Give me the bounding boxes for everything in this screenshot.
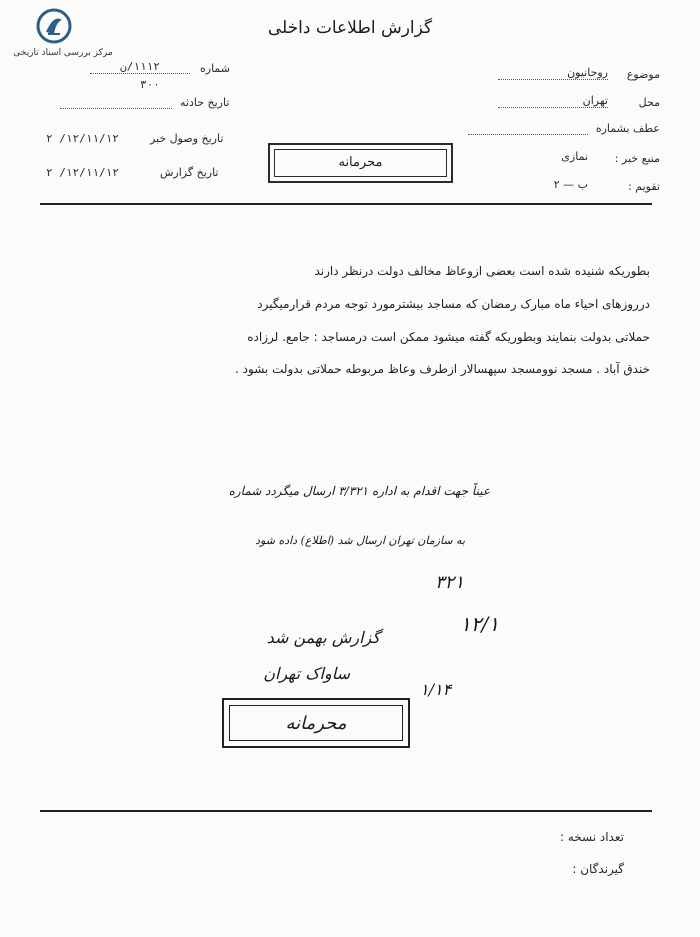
confidential-stamp-bottom [222,698,410,748]
number-value: ۱۱۱۲/ن [90,60,190,74]
number-sub: ۳۰۰ [140,78,160,91]
body-line-3: حملاتی بدولت بنمایند وبطوریکه گفته میشود ممکن است درمساجد : جامع. لرزاده [247,330,650,344]
subject-value: روحانیون [498,66,608,80]
subject-label: موضوع [626,68,660,81]
report-date-label: تاریخ گزارش [160,166,219,179]
recipients-label: گیرندگان : [572,862,624,876]
page-title: گزارش اطلاعات داخلی [267,18,433,38]
logo-text: مرکز بررسی اسناد تاریخی [13,48,113,58]
body-line-1: بطوریکه شنیده شده است بعضی ازوعاظ مخالف دولت درنظر دارند [314,264,650,278]
evaluation-value: ب — ۲ [553,178,588,191]
incident-date-label: تاریخ حادثه [180,96,230,109]
archive-logo [8,8,118,66]
handwritten-date-2: ۱/۱۴ [420,680,452,699]
copies-label: تعداد نسخه : [559,830,624,844]
stamp-top-text: محرمانه [338,155,383,170]
header-divider [40,203,652,205]
report-date-value: ۱۲/۱۱/۱۲/ ۲ [46,166,119,179]
receipt-date-label: تاریخ وصول خبر [150,132,224,145]
handwritten-number: ۳۲۱ [435,572,465,593]
place-label: محل [638,96,660,109]
source-value: نمازی [561,150,588,163]
evaluation-label: تقویم : [628,180,660,193]
referral-note: عیناً جهت اقدام به اداره ۳/۳۲۱ ارسال میگردد شماره [228,484,490,498]
place-value: تهران [498,94,608,108]
incident-date-line [60,108,172,109]
attachment-line [468,134,588,135]
handwritten-note-1: به سازمان تهران ارسال شد (اطلاع) داده شود [255,534,465,547]
archive-emblem-icon [36,8,72,44]
body-line-4: خندق آباد . مسجد نوومسجد سپهسالار ازطرف وعاظ مربوطه حملاتی بدولت بشود . [235,362,650,376]
attachment-label: عطف بشماره [595,122,660,135]
stamp-bottom-text: محرمانه [285,713,347,734]
number-label: شماره [200,62,231,75]
handwritten-note-2: گزارش بهمن شد [266,628,380,647]
footer-divider [40,810,652,812]
body-line-2: درروزهای احیاء ماه مبارک رمضان که مساجد بیشترمورد توجه مردم قرارمیگیرد [257,297,650,311]
handwritten-date-1: ۱۲/۱ [460,612,499,636]
source-label: منبع خبر : [614,152,660,165]
confidential-stamp-top [268,143,453,183]
handwritten-note-3: ساواک تهران [263,664,350,683]
receipt-date-value: ۱۲/۱۱/۱۲/ ۲ [46,132,119,145]
